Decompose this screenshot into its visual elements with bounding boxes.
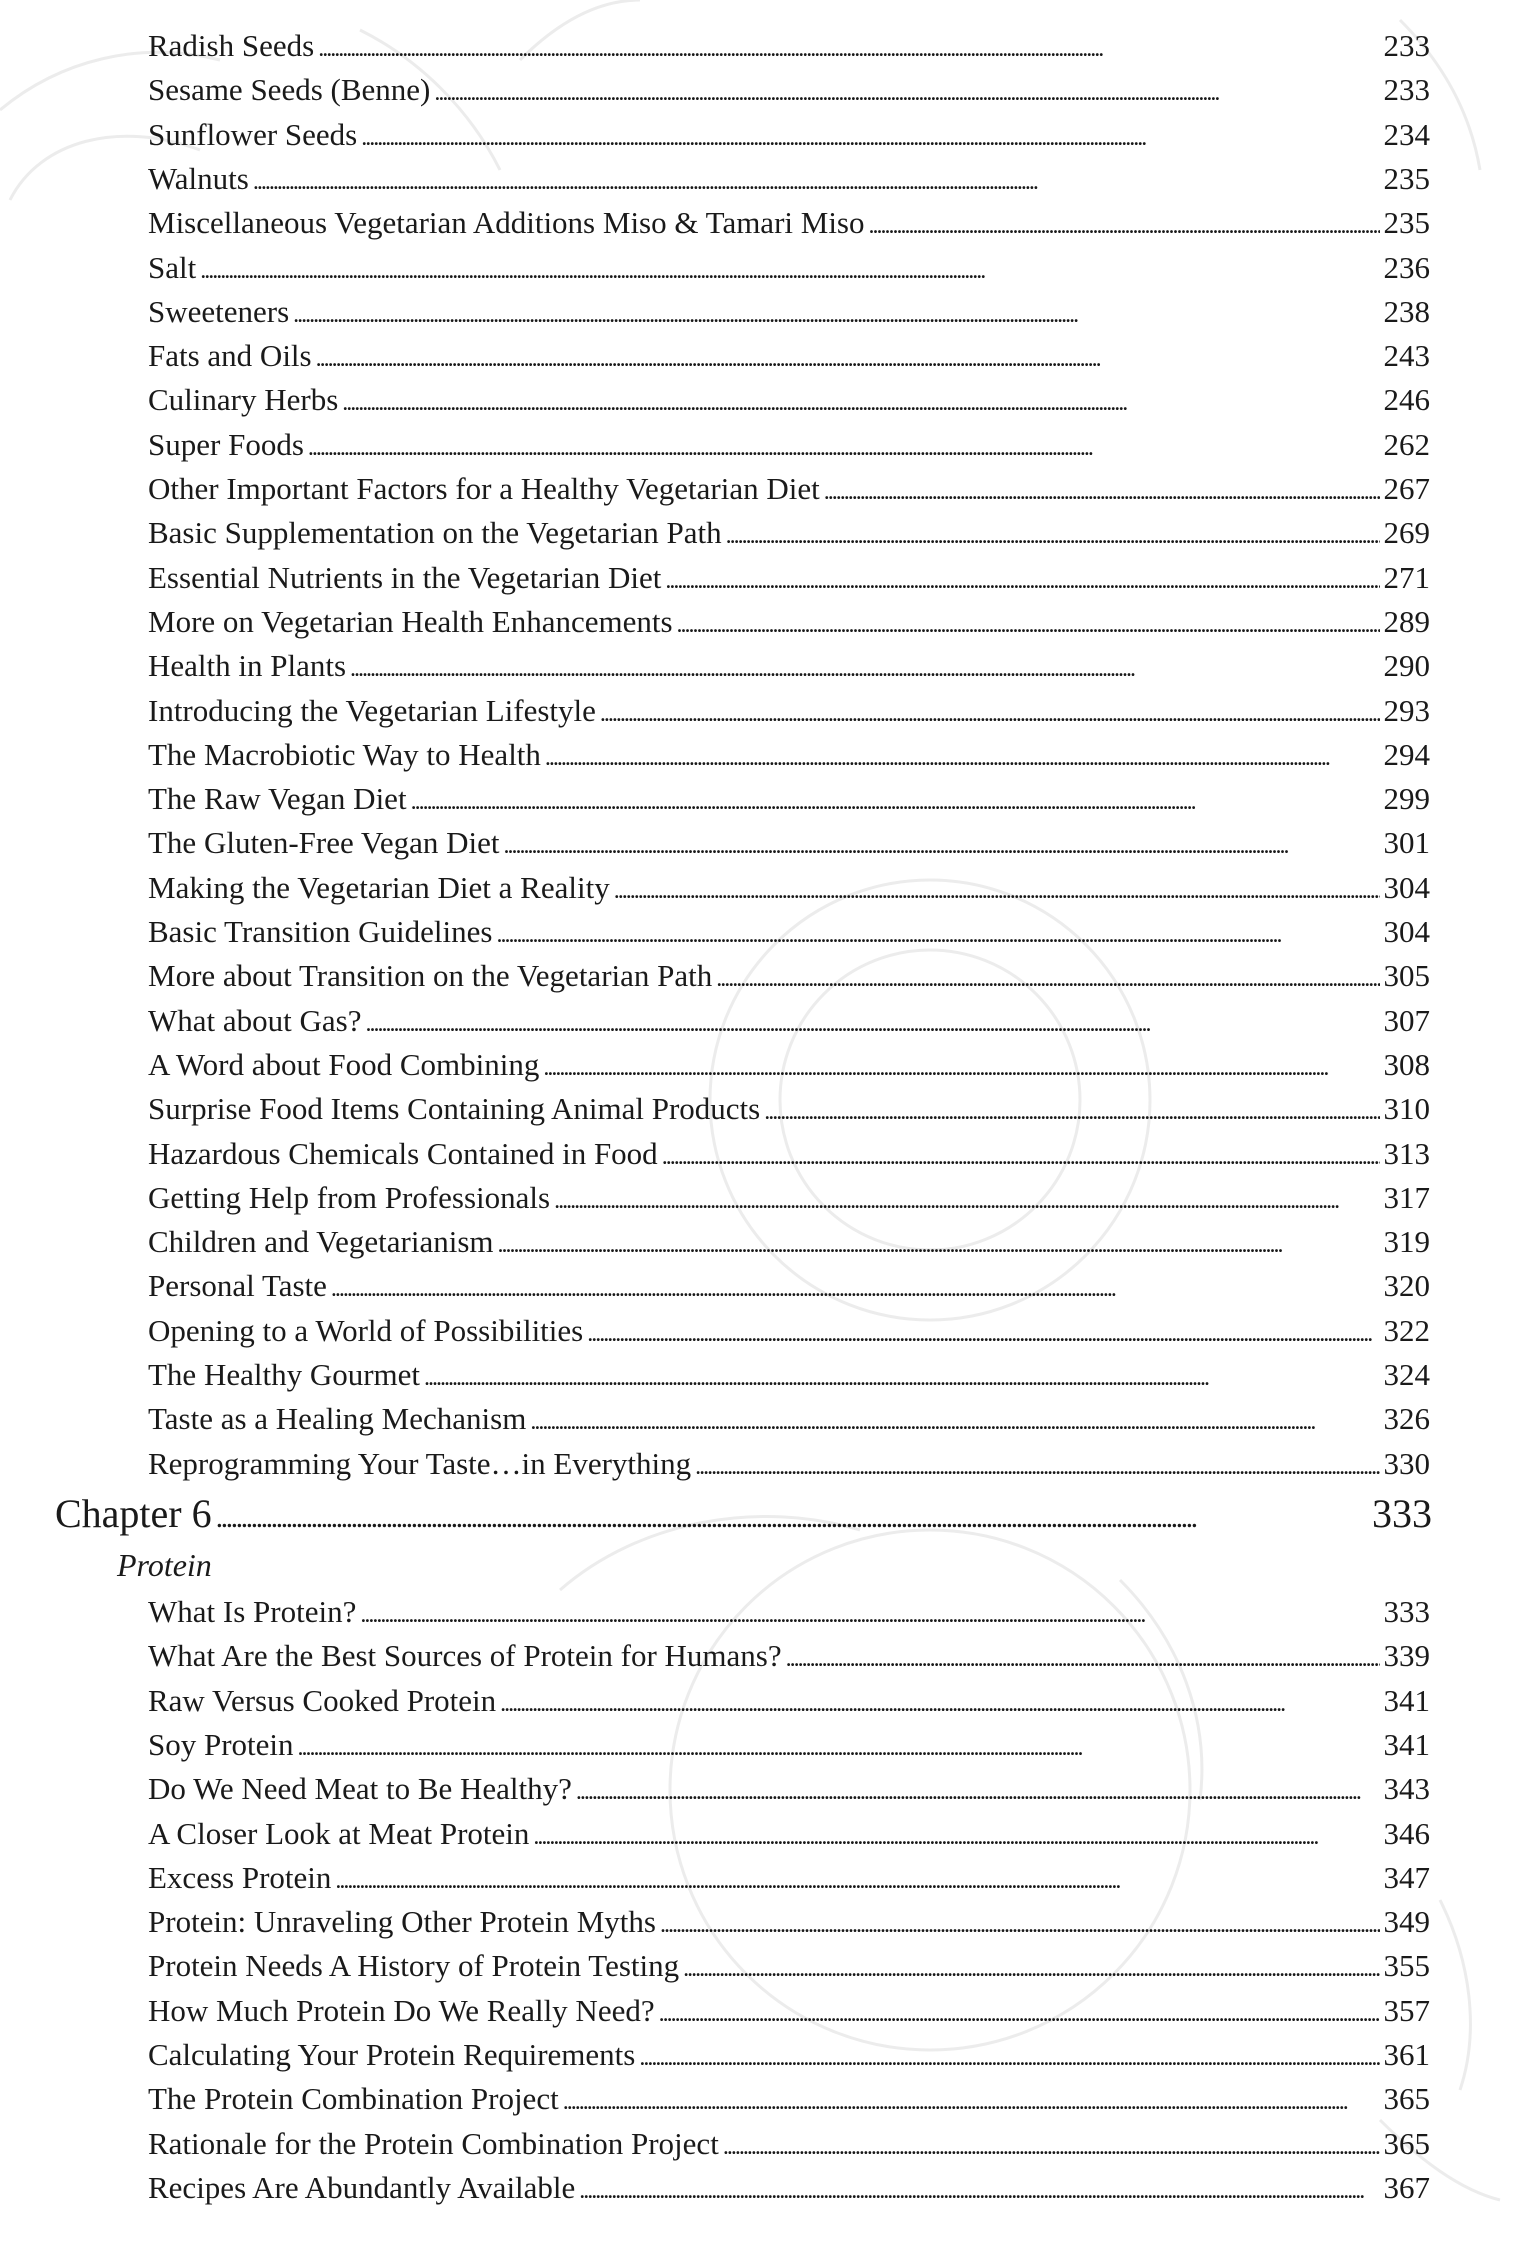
toc-entry-page-number: 361 [1383, 2037, 1430, 2072]
toc-entry[interactable] [148, 1948, 1430, 1992]
toc-entry[interactable] [148, 1357, 1430, 1401]
toc-entry[interactable] [148, 338, 1430, 382]
toc-entry-title: Surprise Food Items Containing Animal Products [148, 1091, 761, 1127]
toc-entry[interactable] [148, 28, 1430, 72]
toc-entry[interactable] [148, 1594, 1430, 1638]
dot-leader [786, 1638, 1380, 1674]
toc-entry-page-number: 313 [1383, 1135, 1430, 1171]
dot-leader [434, 72, 1379, 108]
dot-leader [576, 1771, 1380, 1807]
toc-entry[interactable] [148, 1268, 1430, 1312]
toc-entry-page-number: 289 [1383, 603, 1430, 639]
dot-leader [533, 1816, 1379, 1852]
dot-leader [545, 737, 1380, 773]
dot-leader [350, 648, 1379, 684]
toc-entry-page-number: 367 [1383, 2169, 1430, 2205]
toc-entry-title: Other Important Factors for a Healthy Vegetarian Diet [148, 471, 820, 506]
dot-leader [200, 250, 1379, 286]
toc-entry-page-number: 333 [1383, 1594, 1430, 1629]
toc-entry[interactable] [148, 1401, 1430, 1445]
chapter-heading[interactable] [55, 1490, 1432, 1544]
toc-entry-page-number: 238 [1383, 293, 1430, 329]
toc-entry[interactable] [148, 205, 1430, 249]
toc-entry-title: Children and Vegetarianism [148, 1224, 494, 1260]
toc-entry[interactable] [148, 2126, 1430, 2170]
toc-entry[interactable] [148, 1904, 1430, 1948]
toc-entry-title: Raw Versus Cooked Protein [148, 1682, 497, 1718]
toc-entry[interactable] [148, 560, 1430, 604]
toc-entry-page-number: 341 [1383, 1726, 1430, 1762]
toc-entry-page-number: 365 [1383, 2125, 1430, 2161]
dot-leader [579, 2170, 1379, 2206]
toc-entry-title: Sweeteners [148, 293, 290, 329]
toc-entry[interactable] [148, 1091, 1430, 1135]
dot-leader [316, 338, 1380, 374]
toc-entry-title: Reprogramming Your Taste…in Everything [148, 1445, 692, 1481]
toc-entry[interactable] [148, 1136, 1430, 1180]
toc-entry[interactable] [148, 382, 1430, 426]
toc-entry[interactable] [148, 1638, 1430, 1682]
dot-leader [298, 1727, 1380, 1763]
dot-leader [496, 914, 1379, 950]
toc-entry[interactable] [148, 825, 1430, 869]
dot-leader [659, 1993, 1380, 2029]
toc-entry[interactable] [148, 471, 1430, 515]
toc-entry-page-number: 308 [1383, 1046, 1430, 1082]
toc-entry-title: Sunflower Seeds [148, 116, 358, 152]
toc-entry-page-number: 326 [1383, 1401, 1430, 1437]
toc-entry[interactable] [148, 2037, 1430, 2081]
toc-entry-page-number: 290 [1383, 648, 1430, 684]
dot-leader [342, 382, 1379, 418]
toc-entry-page-number: 343 [1383, 1771, 1430, 1807]
dot-leader [554, 1180, 1379, 1216]
dot-leader [308, 427, 1380, 463]
toc-entry-page-number: 339 [1383, 1638, 1430, 1674]
toc-entry[interactable] [148, 1993, 1430, 2037]
toc-entry-title: Essential Nutrients in the Vegetarian Diet [148, 559, 662, 595]
toc-entry-title: Fats and Oils [148, 338, 312, 374]
toc-entry-page-number: 233 [1383, 28, 1430, 63]
dot-leader [764, 1091, 1379, 1127]
dot-leader [360, 1594, 1379, 1630]
section-title: Protein [117, 1547, 212, 1583]
toc-entry-title: The Macrobiotic Way to Health [148, 736, 541, 772]
toc-entry-title: The Healthy Gourmet [148, 1357, 421, 1392]
dot-leader [216, 1490, 1368, 1537]
toc-entry-page-number: 304 [1383, 869, 1430, 905]
toc-entry[interactable] [148, 1771, 1430, 1815]
toc-entry-page-number: 246 [1383, 382, 1430, 418]
toc-entry-page-number: 304 [1383, 914, 1430, 949]
toc-entry-title: Recipes Are Abundantly Available [148, 2169, 576, 2205]
toc-entry-title: More on Vegetarian Health Enhancements [148, 603, 673, 639]
toc-entry-title: Salt [148, 249, 197, 285]
toc-entry-page-number: 235 [1383, 160, 1430, 196]
toc-entry-page-number: 330 [1383, 1445, 1430, 1481]
toc-entry-page-number: 236 [1383, 249, 1430, 285]
dot-leader [253, 161, 1380, 197]
toc-entry-title: The Raw Vegan Diet [148, 781, 407, 817]
toc-entry[interactable] [148, 914, 1430, 958]
toc-entry[interactable] [148, 294, 1430, 338]
toc-entry[interactable] [148, 161, 1430, 205]
toc-entry-page-number: 271 [1383, 559, 1430, 595]
dot-leader [869, 205, 1380, 241]
chapter-title: Chapter 6 [55, 1491, 212, 1536]
dot-leader [660, 1904, 1380, 1940]
dot-leader [411, 781, 1380, 817]
toc-entry-title: Protein: Unraveling Other Protein Myths [148, 1904, 656, 1940]
toc-entry-page-number: 365 [1383, 2081, 1430, 2117]
dot-leader [695, 1446, 1379, 1482]
toc-entry[interactable] [148, 1446, 1430, 1490]
toc-entry[interactable] [148, 693, 1430, 737]
dot-leader [504, 825, 1380, 861]
toc-entry-title: What Are the Best Sources of Protein for Humans? [148, 1638, 782, 1674]
toc-entry[interactable] [148, 2170, 1430, 2214]
toc-entry-title: The Protein Combination Project [148, 2081, 559, 2117]
dot-leader [716, 958, 1379, 994]
toc-entry-page-number: 243 [1383, 338, 1430, 374]
toc-entry-page-number: 355 [1383, 1948, 1430, 1984]
toc-entry-page-number: 293 [1383, 692, 1430, 728]
dot-leader [500, 1683, 1379, 1719]
toc-entry-page-number: 305 [1383, 958, 1430, 994]
toc-entry-title: Basic Transition Guidelines [148, 914, 493, 949]
toc-entry[interactable] [148, 1816, 1430, 1860]
toc-entry[interactable] [148, 1224, 1430, 1268]
toc-entry-title: Health in Plants [148, 648, 347, 684]
toc-entry-page-number: 310 [1383, 1091, 1430, 1127]
toc-entry-page-number: 269 [1383, 515, 1430, 551]
toc-entry[interactable] [148, 958, 1430, 1002]
dot-leader [600, 693, 1380, 729]
toc-entry-title: What about Gas? [148, 1002, 362, 1038]
dot-leader [335, 1860, 1379, 1896]
toc-entry-title: Rationale for the Protein Combination Project [148, 2125, 719, 2161]
toc-entry[interactable] [148, 427, 1430, 471]
toc-entry-title: Walnuts [148, 160, 249, 196]
toc-entry[interactable] [148, 870, 1430, 914]
toc-entry[interactable] [148, 1003, 1430, 1047]
toc-entry-page-number: 341 [1383, 1682, 1430, 1718]
toc-entry[interactable] [148, 604, 1430, 648]
toc-entry-title: More about Transition on the Vegetarian Path [148, 958, 713, 994]
toc-entry[interactable] [148, 737, 1430, 781]
toc-entry[interactable] [148, 1727, 1430, 1771]
toc-entry-page-number: 267 [1383, 471, 1430, 506]
toc-entry-title: What Is Protein? [148, 1594, 357, 1629]
dot-leader [587, 1313, 1379, 1349]
dot-leader [683, 1948, 1379, 1984]
toc-entry-page-number: 357 [1383, 1992, 1430, 2028]
dot-leader [824, 471, 1380, 507]
toc-entry-title: A Closer Look at Meat Protein [148, 1815, 530, 1851]
toc-entry-page-number: 294 [1383, 736, 1430, 772]
toc-entry-title: How Much Protein Do We Really Need? [148, 1992, 655, 2028]
toc-entry-title: Protein Needs A History of Protein Testing [148, 1948, 680, 1984]
toc-entry[interactable] [148, 1047, 1430, 1091]
dot-leader [677, 604, 1380, 640]
dot-leader [530, 1401, 1379, 1437]
toc-entry[interactable] [148, 1313, 1430, 1357]
toc-entry[interactable] [148, 2081, 1430, 2125]
toc-entry-page-number: 346 [1383, 1815, 1430, 1851]
toc-entry[interactable] [148, 250, 1430, 294]
dot-leader [543, 1047, 1379, 1083]
toc-entry-title: Soy Protein [148, 1726, 294, 1762]
dot-leader [563, 2081, 1380, 2117]
toc-entry-page-number: 322 [1383, 1312, 1430, 1348]
toc-entry-page-number: 349 [1383, 1904, 1430, 1940]
toc-entry-page-number: 299 [1383, 781, 1430, 817]
toc-entry-title: Introducing the Vegetarian Lifestyle [148, 692, 596, 728]
toc-entry-page-number: 347 [1383, 1859, 1430, 1895]
toc-entry-title: Taste as a Healing Mechanism [148, 1401, 527, 1437]
toc-entry-title: The Gluten-Free Vegan Diet [148, 825, 500, 861]
toc-entry[interactable] [148, 1860, 1430, 1904]
dot-leader [614, 870, 1380, 906]
chapter-page-number: 333 [1372, 1491, 1432, 1536]
dot-leader [665, 560, 1379, 596]
dot-leader [361, 117, 1379, 153]
toc-entry-page-number: 317 [1383, 1179, 1430, 1215]
toc-entry-page-number: 262 [1383, 426, 1430, 462]
toc-entry-title: Miscellaneous Vegetarian Additions Miso & Tamari Miso [148, 205, 865, 241]
toc-entry-title: Personal Taste [148, 1268, 327, 1304]
toc-entry-title: Making the Vegetarian Diet a Reality [148, 869, 610, 905]
toc-entry-page-number: 235 [1383, 205, 1430, 241]
dot-leader [723, 2126, 1380, 2162]
toc-entry[interactable] [148, 117, 1430, 161]
toc-entry-title: Opening to a World of Possibilities [148, 1312, 584, 1348]
toc-entry-page-number: 307 [1383, 1002, 1430, 1038]
dot-leader [318, 28, 1379, 64]
toc-entry-page-number: 234 [1383, 116, 1430, 152]
toc-entry[interactable] [148, 72, 1430, 116]
dot-leader [639, 2037, 1379, 2073]
toc-entry[interactable] [148, 1683, 1430, 1727]
dot-leader [293, 294, 1379, 330]
dot-leader [662, 1136, 1380, 1172]
toc-entry-page-number: 233 [1383, 72, 1430, 108]
dot-leader [726, 515, 1380, 551]
dot-leader [331, 1268, 1380, 1304]
toc-entry-title: Do We Need Meat to Be Healthy? [148, 1771, 572, 1807]
toc-entry-title: Sesame Seeds (Benne) [148, 72, 431, 108]
toc-entry-title: Hazardous Chemicals Contained in Food [148, 1135, 658, 1171]
toc-entry-page-number: 319 [1383, 1224, 1430, 1260]
toc-entry-page-number: 301 [1383, 825, 1430, 861]
toc-entry-title: Basic Supplementation on the Vegetarian Path [148, 515, 722, 551]
toc-entry-title: Calculating Your Protein Requirements [148, 2037, 636, 2072]
toc-entry-title: Excess Protein [148, 1859, 332, 1895]
dot-leader [424, 1357, 1379, 1393]
toc-entry-page-number: 320 [1383, 1268, 1430, 1304]
toc-entry-title: Culinary Herbs [148, 382, 339, 418]
toc-entry-title: A Word about Food Combining [148, 1046, 540, 1082]
dot-leader [498, 1224, 1380, 1260]
toc-entry[interactable] [148, 781, 1430, 825]
toc-entry-title: Radish Seeds [148, 28, 315, 63]
toc-entry-title: Super Foods [148, 426, 304, 462]
dot-leader [365, 1003, 1379, 1039]
toc-entry[interactable] [148, 515, 1430, 559]
toc-entry[interactable] [148, 648, 1430, 692]
toc-entry-title: Getting Help from Professionals [148, 1179, 551, 1215]
toc-entry[interactable] [148, 1180, 1430, 1224]
toc-entry-page-number: 324 [1383, 1357, 1430, 1392]
